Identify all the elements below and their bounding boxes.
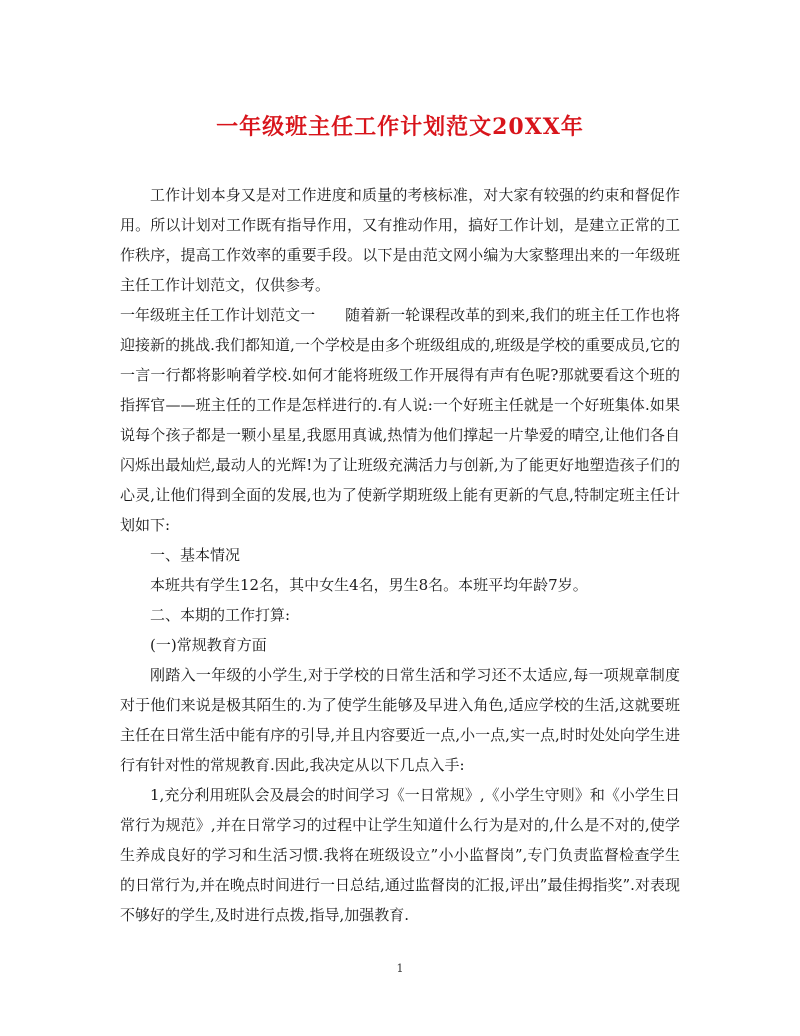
routine-education-paragraph: 刚踏入一年级的小学生,对于学校的日常生活和学习还不太适应,每一项规章制度对于他们来说是极其陌生的.为了使学生能够及早进入角色,适应学校的生活,这就要班主任在日常生活中能有序的引导,并且内容要近一点,小一点,实一点,时时处处向学生进行有针对性的常规教育.因此,我决定从以下几点入手: — [120, 666, 680, 774]
page-number: 1 — [396, 962, 404, 975]
section-heading-basic-info: 一、基本情况 — [150, 546, 241, 564]
basic-info-paragraph: 本班共有学生12名，其中女生4名，男生8名。本班平均年龄7岁。 — [150, 576, 588, 594]
document-title: 一年级班主任工作计划范文20XX年 — [216, 114, 584, 140]
section-heading-work-plan: 二、本期的工作打算: — [150, 606, 291, 624]
routine-item-1-paragraph: 1,充分利用班队会及晨会的时间学习《一日常规》,《小学生守则》和《小学生日常行为规范》,并在日常学习的过程中让学生知道什么行为是对的,什么是不对的,使学生养成良好的学习和生活习惯.我将在班级设立”小小监督岗”,专门负责监督检查学生的日常行为,并在晚点时间进行一日总结,通过监督岗的汇报,评出”最佳拇指奖”.对表现不够好的学生,及时进行点拨,指导,加强教育. — [120, 786, 680, 924]
subsection-heading-routine-education: (一)常规教育方面 — [150, 636, 267, 654]
sample-one-paragraph: 一年级班主任工作计划范文一 随着新一轮课程改革的到来,我们的班主任工作也将迎接新的挑战.我们都知道,一个学校是由多个班级组成的,班级是学校的重要成员,它的一言一行都将影响着学校.如何才能将班级工作开展得有声有色呢?那就要看这个班的指挥官——班主任的工作是怎样进行的.有人说:一个好班主任就是一个好班集体.如果说每个孩子都是一颗小星星,我愿用真诚,热情为他们撑起一片挚爱的晴空,让他们各自闪烁出最灿烂,最动人的光辉!为了让班级充满活力与创新,为了能更好地塑造孩子们的心灵,让他们得到全面的发展,也为了使新学期班级上能有更新的气息,特制定班主任计划如下: — [120, 306, 680, 534]
intro-paragraph: 工作计划本身又是对工作进度和质量的考核标准，对大家有较强的约束和督促作用。所以计划对工作既有指导作用，又有推动作用，搞好工作计划，是建立正常的工作秩序，提高工作效率的重要手段。以下是由范文网小编为大家整理出来的一年级班主任工作计划范文，仅供参考。 — [120, 186, 680, 294]
document-body — [120, 180, 680, 930]
